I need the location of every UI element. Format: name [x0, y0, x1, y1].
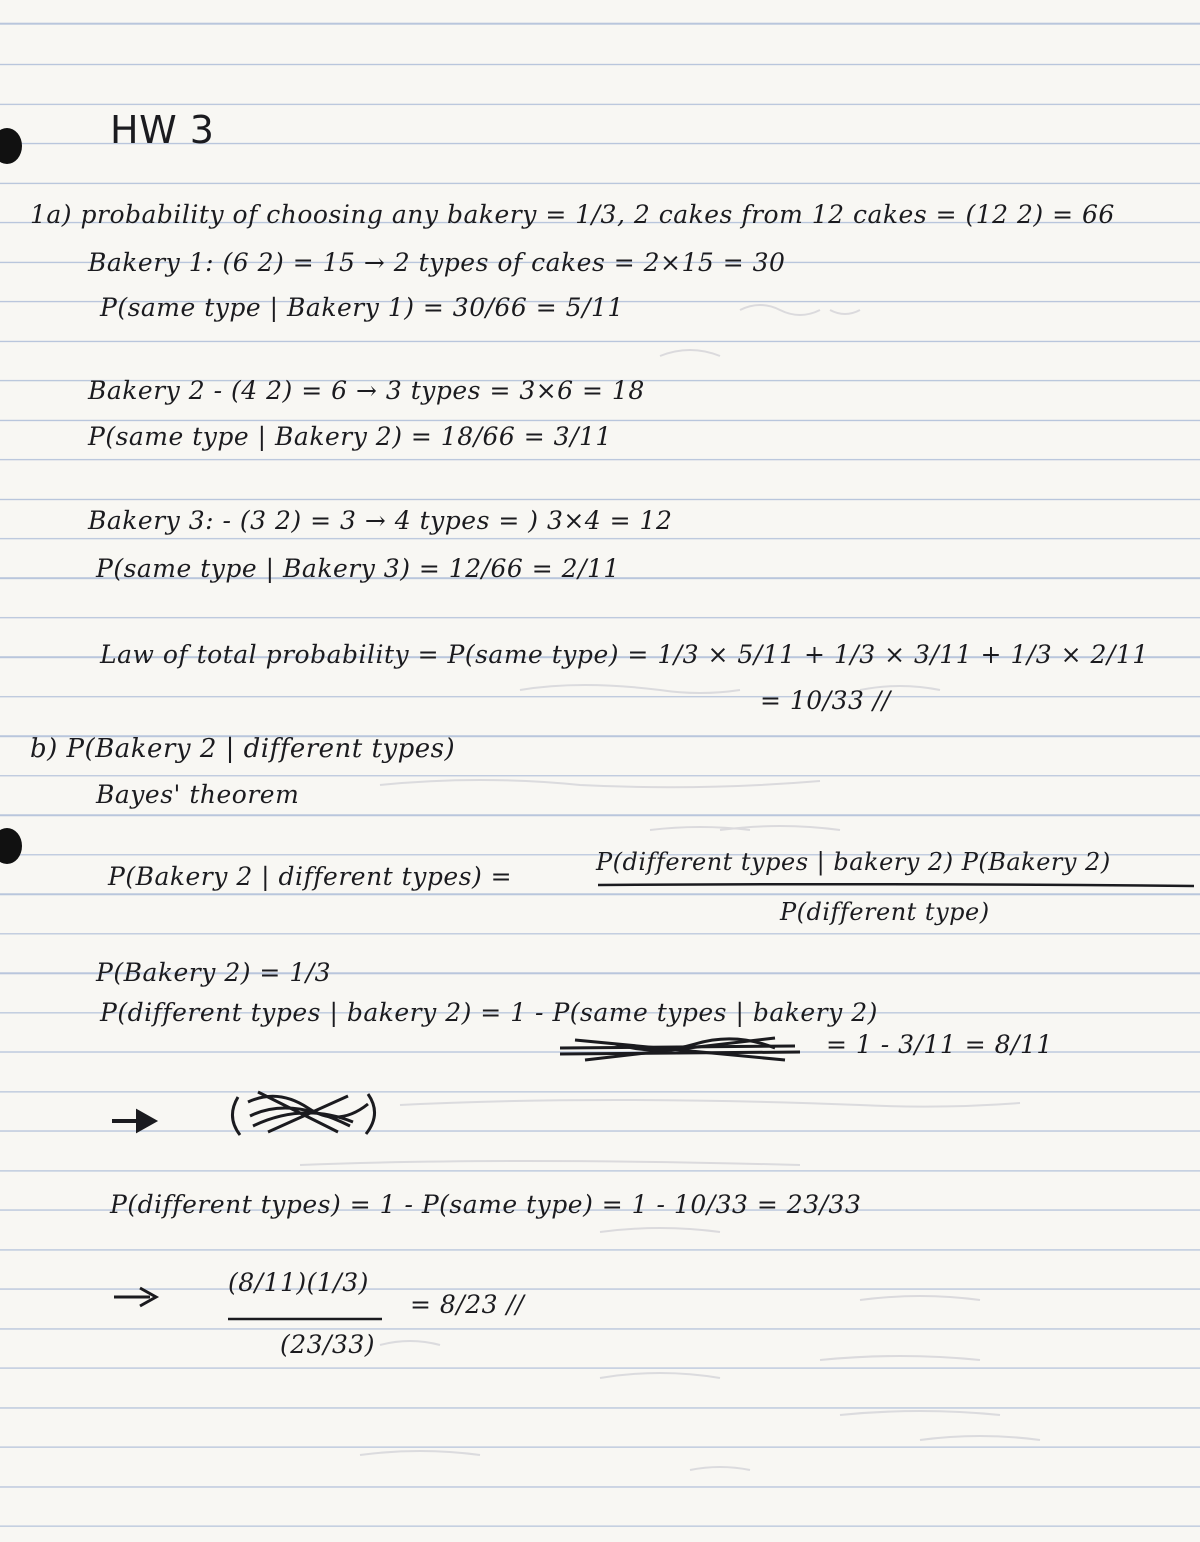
- page-title: HW 3: [110, 108, 215, 152]
- bakery-3-probability: P(same type | Bakery 3) = 12/66 = 2/11: [96, 554, 620, 583]
- total-probability-line: Law of total probability = P(same type) = 1/3 × 5/11 + 1/3 × 3/11 + 1/3 × 2/11: [100, 640, 1149, 669]
- final-answer: = 8/23 //: [410, 1290, 525, 1319]
- total-probability-result: = 10/33 //: [760, 686, 891, 715]
- bakery-2-probability: P(same type | Bakery 2) = 18/66 = 3/11: [88, 422, 612, 451]
- fraction-bar: [226, 1316, 386, 1322]
- problem-1b-question: b) P(Bakery 2 | different types): [30, 734, 456, 764]
- bakery-3-calc: Bakery 3: - (3 2) = 3 → 4 types = ) 3×4 = 12: [88, 506, 673, 535]
- bayes-numerator: P(different types | bakery 2) P(Bakery 2): [596, 848, 1111, 876]
- different-types-probability: P(different types) = 1 - P(same type) = 1 - 10/33 = 23/33: [110, 1190, 862, 1219]
- bayes-theorem-label: Bayes' theorem: [96, 780, 300, 809]
- bakery-2-calc: Bakery 2 - (4 2) = 6 → 3 types = 3×6 = 18: [88, 376, 645, 405]
- fraction-bar: [596, 882, 1196, 888]
- final-numerator: (8/11)(1/3): [228, 1268, 369, 1297]
- different-types-given-bakery-2: P(different types | bakery 2) = 1 - P(same types | bakery 2): [100, 998, 878, 1027]
- final-denominator: (23/33): [280, 1330, 376, 1359]
- bakery-1-calc: Bakery 1: (6 2) = 15 → 2 types of cakes = 2×15 = 30: [88, 248, 786, 277]
- scribbled-out-fraction: [228, 1082, 388, 1142]
- arrow-icon: [110, 1282, 170, 1312]
- bayes-denominator: P(different type): [780, 898, 990, 926]
- crossed-out-work: [555, 1030, 815, 1070]
- arrow-icon: [108, 1106, 168, 1136]
- problem-1a-setup: 1a) probability of choosing any bakery = 1/3, 2 cakes from 12 cakes = (12 2) = 66: [30, 200, 1115, 229]
- bayes-equation-lhs: P(Bakery 2 | different types) =: [108, 862, 513, 891]
- bakery-1-probability: P(same type | Bakery 1) = 30/66 = 5/11: [100, 293, 624, 322]
- prior-bakery-2: P(Bakery 2) = 1/3: [96, 958, 332, 987]
- complement-result: = 1 - 3/11 = 8/11: [826, 1030, 1053, 1059]
